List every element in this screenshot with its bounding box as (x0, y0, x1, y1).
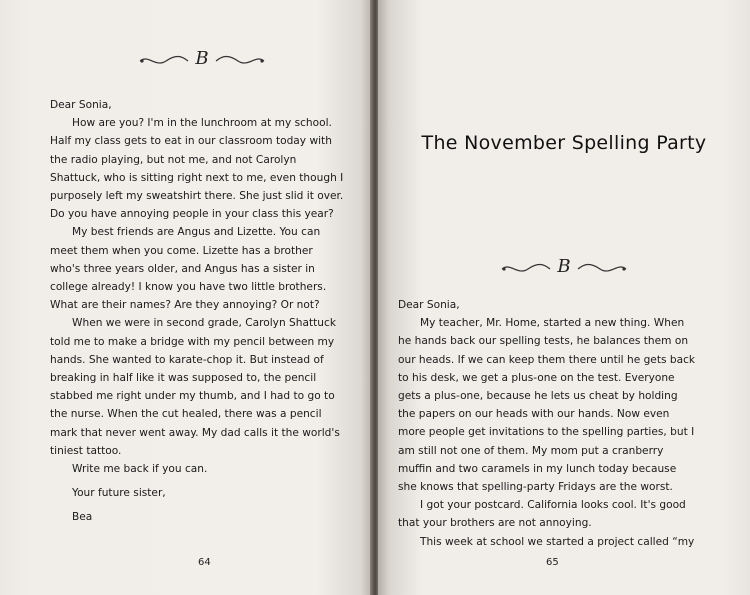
salutation: Dear Sonia, (50, 99, 112, 111)
signature: Bea (72, 511, 93, 524)
left-page (0, 0, 372, 595)
paragraph: My teacher, Mr. Home, started a new thing. When he hands back our spelling tests, he balances them on our heads. If we can keep them there until he gets back to his desk, we get a plus-one on the test. Everyone gets a plus-one, because he lets us cheat by holding the papers on our heads with our hands. Now even more people get invitations to the spelling parties, but I am still not one of them. My mom put a cranberry muffin and two caramels in my lunch today because she knows that spelling-party Fridays are the worst. (398, 317, 696, 494)
page-number-left: 64 (198, 557, 211, 568)
paragraph: When we were in second grade, Carolyn Shattuck told me to make a bridge with my pencil between my hands. She wanted to karate-chop it. But instead of breaking in half like it was supposed to, the pencil stabbed me right under my thumb, and I had to go to the nurse. When the cut healed, there was a pencil mark that never went away. My dad calls it the world's tiniest tattoo. (50, 317, 340, 457)
paragraph: Write me back if you can. (72, 463, 208, 476)
ornament-letter: B (195, 48, 209, 69)
chapter-title: The November Spelling Party (421, 132, 707, 154)
paragraph: My best friends are Angus and Lizette. You can meet them when you come. Lizette has a brother who's three years older, and Angus has a sister in college already! I know you have two little brothers. What are their names? Are they annoying? Or not? (50, 226, 327, 312)
paragraph: How are you? I'm in the lunchroom at my school. Half my class gets to eat in our classroom today with the radio playing, but not me, and not Carolyn Shattuck, who is sitting right next to me, even though I purposely left my sweatshirt there. She just slid it over. Do you have annoying people in your class this year? (50, 117, 344, 221)
closing: Your future sister, (72, 487, 166, 500)
ornament-letter: B (557, 256, 571, 277)
right-page (378, 0, 750, 595)
salutation: Dear Sonia, (398, 299, 460, 311)
paragraph: This week at school we started a project called “my (420, 535, 695, 548)
right-letter-body (398, 296, 698, 551)
page-number-right: 65 (546, 557, 559, 568)
paragraph: I got your postcard. California looks cool. It's good that your brothers are not annoying. (398, 499, 686, 530)
left-letter-body (50, 96, 346, 527)
right-ornament (498, 258, 630, 280)
left-ornament (136, 50, 268, 72)
